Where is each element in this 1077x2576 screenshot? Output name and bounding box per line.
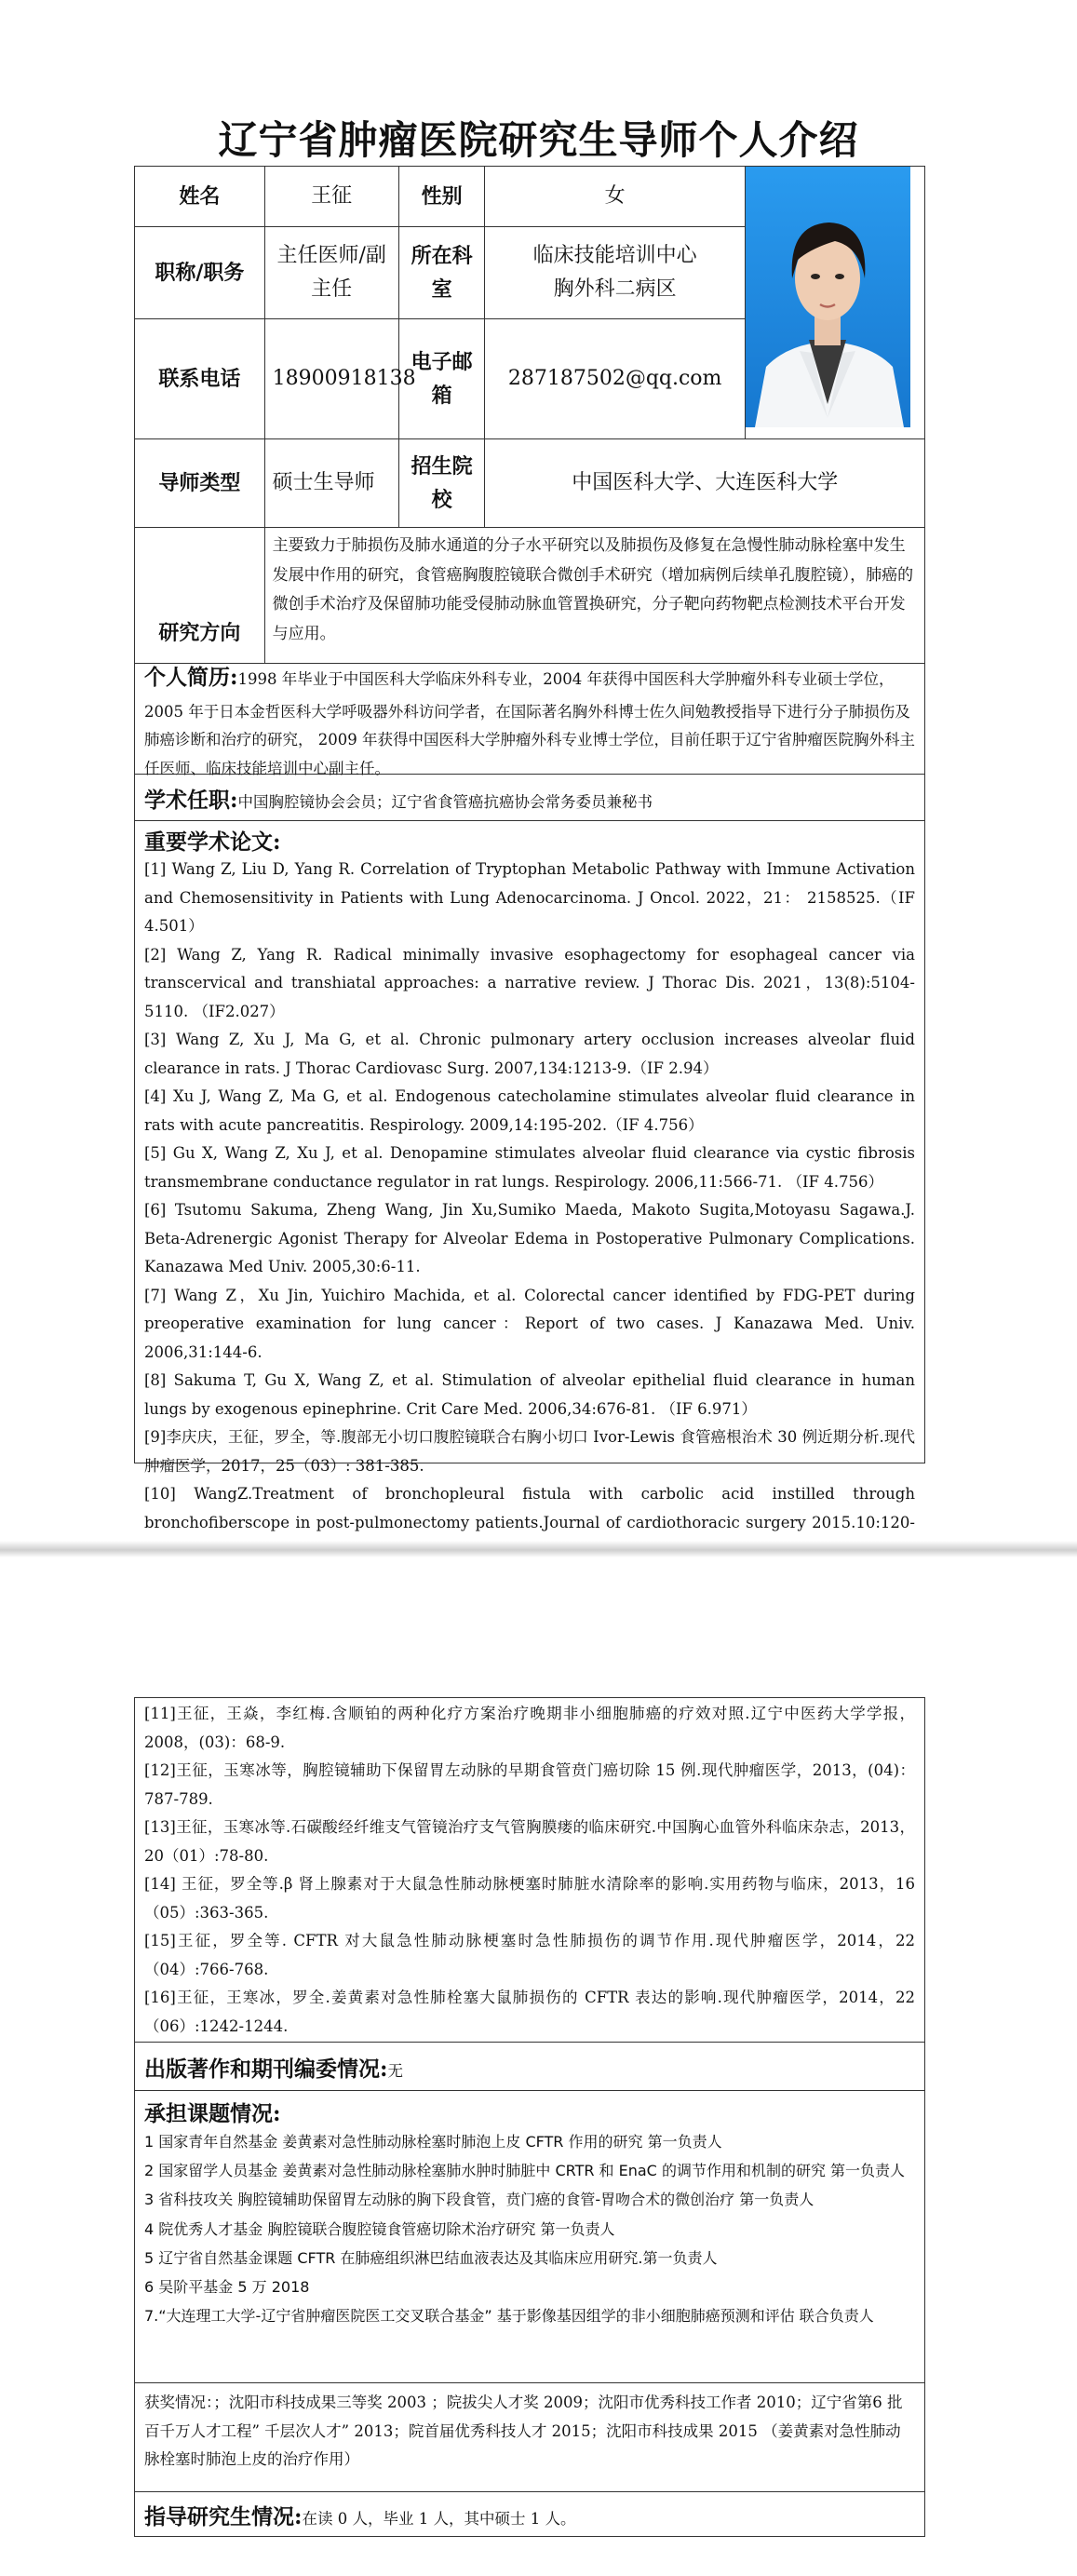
name-value: 王征 (264, 167, 398, 227)
paper-item: [1] Wang Z, Liu D, Yang R. Correlation of Tryptophan Metabolic Pathway with Immune Activation and Chemosensitivity in Patients with Lung Adenocarcinoma. J Oncol. 2022，21： 2158525.（IF 4.501） (144, 860, 915, 936)
students-label: 指导研究生情况: (144, 2504, 303, 2529)
publish-label: 出版著作和期刊编委情况: (144, 2057, 388, 2082)
page-separator (0, 1541, 1077, 1558)
paper-item: [7] Wang Z，Xu Jin, Yuichiro Machida, et al. Colorectal cancer identified by FDG-PET during preoperative examination for lung cancer：Report of two cases. J Kanazawa Med. Univ. 2006,31:144-6. (144, 1286, 915, 1361)
title-label: 职称/职务 (135, 226, 265, 319)
page-2 (0, 1558, 1077, 2576)
papers-continued-section (134, 1697, 925, 2043)
dept-label (398, 226, 485, 319)
research-text: 主要致力于肺损伤及肺水通道的分子水平研究以及肺损伤及修复在急慢性肺动脉栓塞中发生发展中作用的研究，食管癌胸腹腔镜联合微创手术研究（增加病例后续单孔腹腔镜），肺癌的微创手术治疗及保留肺功能受侵肺动脉血管置换研究，分子靶向药物靶点检测技术平台开发与应用。 (264, 528, 924, 664)
school-value: 中国医科大学、大连医科大学 (485, 439, 925, 528)
dept-label-line-1: 所在科 (411, 243, 473, 268)
title-line-2: 主任 (311, 277, 353, 302)
paper-item: [8] Sakuma T, Gu X, Wang Z, et al. Stimulation of alveolar epithelial fluid clearance in human lungs by exogenous epinephrine. Crit Care Med. 2006,34:676-81. （IF 6.971） (144, 1371, 915, 1418)
publish-text: 无 (387, 2062, 403, 2080)
dept-label-line-2: 室 (431, 277, 452, 303)
school-label-line-1: 招生院 (411, 454, 473, 479)
projects-label: 承担课题情况: (144, 2101, 281, 2126)
gender-label: 性别 (398, 167, 485, 227)
phone-label: 联系电话 (135, 319, 265, 439)
academic-label: 学术任职: (144, 788, 238, 813)
title-value (264, 226, 398, 319)
publish-section (134, 2043, 925, 2091)
papers-label: 重要学术论文: (144, 829, 281, 855)
project-item: 1 国家青年自然基金 姜黄素对急性肺动脉栓塞时肺泡上皮 CFTR 作用的研究 第一负责人 (144, 2133, 722, 2151)
type-value: 硕士生导师 (264, 439, 398, 528)
projects-section (134, 2091, 925, 2383)
project-item: 6 吴阶平基金 5 万 2018 (144, 2277, 310, 2296)
papers-section (134, 821, 925, 1531)
paper-item: [6] Tsutomu Sakuma, Zheng Wang, Jin Xu,Sumiko Maeda, Makoto Sugita,Motoyasu Sagawa.J. Beta-Adrenergic Agonist Therapy for Alveolar Edema in Postoperative Pulmonary Complications. Kanazawa Med Univ. 2005,30:6-11. (144, 1201, 915, 1276)
paper-item: [11]王征，王焱，李红梅.含顺铂的两种化疗方案治疗晚期非小细胞肺癌的疗效对照.辽宁中医药大学学报，2008，(03)：68-9. (144, 1705, 915, 1751)
dept-line-2: 胸外科二病区 (553, 277, 677, 302)
title-line-1: 主任医师/副 (276, 243, 386, 267)
academic-text: 中国胸腔镜协会会员；辽宁省食管癌抗癌协会常务委员兼秘书 (237, 793, 653, 811)
paper-item: [13]王征，玉寒冰等.石碳酸经纤维支气管镜治疗支气管胸膜瘘的临床研究.中国胸心血管外科临床杂志，2013，20（01）:78-80. (144, 1818, 915, 1865)
paper-item: [16]王征，王寒冰，罗全.姜黄素对急性肺栓塞大鼠肺损伤的 CFTR 表达的影响.现代肿瘤医学，2014，22（06）:1242-1244. (144, 1989, 915, 2035)
resume-text: 1998 年毕业于中国医科大学临床外科专业，2004 年获得中国医科大学肿瘤外科专业硕士学位，2005 年于日本金哲医科大学呼吸器外科访问学者，在国际著名胸外科博士佐久间勉教授指导下进行分子肺损伤及肺癌诊断和治疗的研究， 2009 年获得中国医科大学肿瘤外科专业博士学位，目前任职于辽宁省肿瘤医院胸外科主任医师、临床技能培训中心副主任。 (144, 670, 915, 777)
paper-item: [5] Gu X, Wang Z, Xu J, et al. Denopamine stimulates alveolar fluid clearance via cystic fibrosis transmembrane conductance regulator in rat lungs. Respirology. 2006,11:566-71. （IF 4.756） (144, 1144, 915, 1191)
dept-value (485, 226, 745, 319)
awards-section (134, 2383, 925, 2492)
students-section (134, 2492, 925, 2537)
paper-item: [12]王征，玉寒冰等，胸腔镜辅助下保留胃左动脉的早期食管贲门癌切除 15 例.现代肿瘤医学，2013，(04)：787-789. (144, 1761, 915, 1808)
email-label-line-1: 电子邮 (411, 350, 473, 375)
paper-item: [2] Wang Z, Yang R. Radical minimally invasive esophagectomy for esophageal cancer via transcervical and transhiatal approaches: a narrative review. J Thorac Dis. 2021，13(8):5104-5110. （IF2.027） (144, 945, 915, 1020)
project-item: 5 辽宁省自然基金课题 CFTR 在肺癌组织淋巴结血液表达及其临床应用研究.第一负责人 (144, 2248, 718, 2267)
project-item: 4 院优秀人才基金 胸腔镜联合腹腔镜食管癌切除术治疗研究 第一负责人 (144, 2219, 615, 2238)
school-label (398, 439, 485, 528)
dept-line-1: 临床技能培训中心 (532, 243, 697, 267)
school-label-line-2: 校 (431, 488, 452, 513)
email-label-line-2: 箱 (431, 384, 452, 409)
paper-item: [4] Xu J, Wang Z, Ma G, et al. Endogenous catecholamine stimulates alveolar fluid clearance in rats with acute pancreatitis. Respirology. 2009,14:195-202.（IF 4.756） (144, 1087, 915, 1134)
project-item: 3 省科技攻关 胸腔镜辅助保留胃左动脉的胸下段食管，贲门癌的食管-胃吻合术的微创治疗 第一负责人 (144, 2191, 814, 2209)
paper-item: [14] 王征，罗全等.β 肾上腺素对于大鼠急性肺动脉梗塞时肺脏水清除率的影响.实用药物与临床，2013，16（05）:363-365. (144, 1875, 915, 1922)
gender-value: 女 (485, 167, 745, 227)
info-table (134, 166, 925, 664)
email-value: 287187502@qq.com (485, 319, 745, 439)
paper-item: [15]王征，罗全等. CFTR 对大鼠急性肺动脉梗塞时急性肺损伤的调节作用.现代肿瘤医学，2014，22（04）:766-768. (144, 1932, 915, 1978)
name-label: 姓名 (135, 167, 265, 227)
type-label: 导师类型 (135, 439, 265, 528)
paper-item: [3] Wang Z, Xu J, Ma G, et al. Chronic pulmonary artery occlusion increases alveolar fluid clearance in rats. J Thorac Cardiovasc Surg. 2007,134:1213-9.（IF 2.94） (144, 1031, 915, 1077)
phone-value: 18900918138 (264, 319, 398, 439)
page-title: 辽宁省肿瘤医院研究生导师个人介绍 (218, 117, 859, 163)
project-item: 2 国家留学人员基金 姜黄素对急性肺动脉栓塞肺水肿时肺脏中 CRTR 和 EnaC 的调节作用和机制的研究 第一负责人 (144, 2162, 906, 2180)
project-item: 7.“大连理工大学-辽宁省肿瘤医院医工交叉联合基金” 基于影像基因组学的非小细胞肺癌预测和评估 联合负责人 (144, 2307, 874, 2326)
paper-item: [9]李庆庆，王征，罗全，等.腹部无小切口腹腔镜联合右胸小切口 Ivor-Lewis 食管癌根治术 30 例近期分析.现代肿瘤医学，2017，25（03）: 381-385. (144, 1428, 915, 1475)
research-label: 研究方向 (135, 528, 265, 664)
awards-text: 获奖情况：；沈阳市科技成果三等奖 2003 ；院拔尖人才奖 2009；沈阳市优秀科技工作者 2010；辽宁省第6 批百千万人才工程” 千层次人才” 2013；院首届优秀科技人才 2015；沈阳市科技成果 2015 （姜黄素对急性肺动脉栓塞时肺泡上皮的治疗作用） (144, 2394, 903, 2469)
resume-label: 个人简历: (144, 665, 238, 690)
students-text: 在读 0 人，毕业 1 人，其中硕士 1 人。 (302, 2510, 576, 2528)
paper-item: [10] WangZ.Treatment of bronchopleural fistula with carbolic acid instilled through bronchofiberscope in post-pulmonectomy patients.Journal of cardiothoracic surgery 2015.10:120- (144, 1485, 915, 1531)
portrait-photo (745, 167, 924, 439)
resume-section (134, 651, 925, 775)
academic-section (134, 775, 925, 821)
portrait-image (746, 167, 910, 427)
